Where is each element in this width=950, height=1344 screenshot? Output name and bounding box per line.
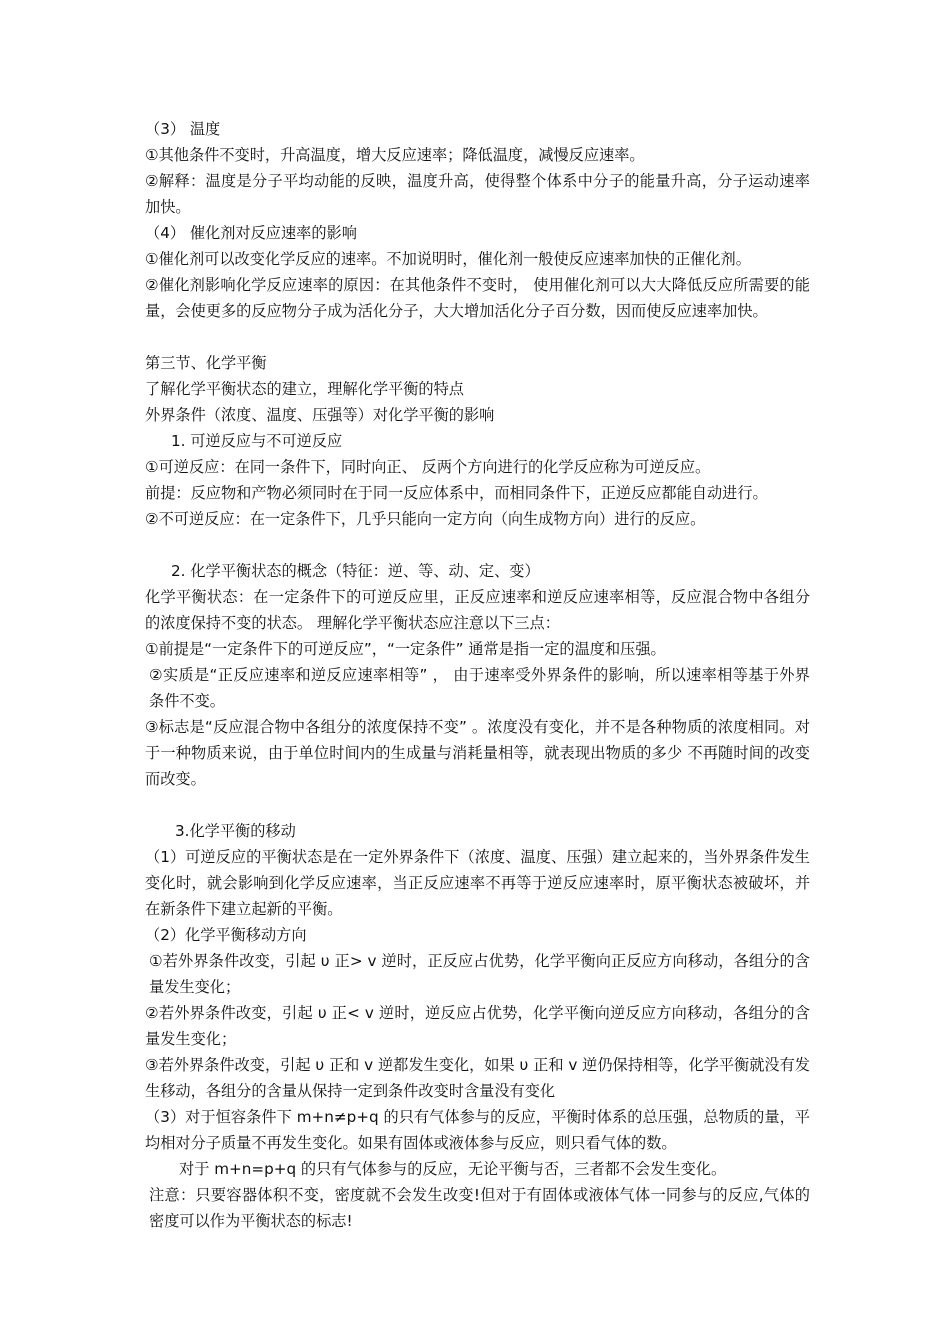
document-body	[145, 116, 810, 1234]
paragraph: 了解化学平衡状态的建立，理解化学平衡的特点	[145, 380, 464, 398]
paragraph: ③标志是“反应混合物中各组分的浓度保持不变” 。浓度没有变化，并不是各种物质的浓度相同。对于一种物质来说，由于单位时间内的生成量与消耗量相等，就表现出物质的多少 不再随时间的改变而改变。	[145, 718, 810, 788]
paragraph: ①催化剂可以改变化学反应的速率。不加说明时，催化剂一般使反应速率加快的正催化剂。	[145, 250, 751, 268]
paragraph: 前提：反应物和产物必须同时在于同一反应体系中，而相同条件下，正逆反应都能自动进行。	[145, 484, 768, 502]
paragraph: ②催化剂影响化学反应速率的原因：在其他条件不变时， 使用催化剂可以大大降低反应所需要的能量，会使更多的反应物分子成为活化分子，大大增加活化分子百分数，因而使反应速率加快。	[145, 276, 810, 320]
paragraph: ②解释：温度是分子平均动能的反映，温度升高，使得整个体系中分子的能量升高，分子运动速率加快。	[145, 172, 810, 216]
paragraph: ①其他条件不变时，升高温度，增大反应速率；降低温度，减慢反应速率。	[145, 146, 645, 164]
paragraph: ①前提是“一定条件下的可逆反应”，“一定条件” 通常是指一定的温度和压强。	[145, 640, 666, 658]
paragraph: 注意：只要容器体积不变，密度就不会发生改变!但对于有固体或液体气体一同参与的反应,气体的密度可以作为平衡状态的标志!	[149, 1186, 810, 1230]
subheading-equilibrium-shift: 3.化学平衡的移动	[175, 822, 296, 840]
paragraph: （1）可逆反应的平衡状态是在一定外界条件下（浓度、温度、压强）建立起来的，当外界条件发生变化时，就会影响到化学反应速率，当正反应速率不再等于逆反应速率时，原平衡状态被破坏，并在新条件下建立起新的平衡。	[145, 848, 810, 918]
heading-catalyst: （4） 催化剂对反应速率的影响	[145, 224, 357, 242]
spacer	[145, 324, 810, 350]
paragraph: 化学平衡状态：在一定条件下的可逆反应里，正反应速率和逆反应速率相等，反应混合物中各组分的浓度保持不变的状态。 理解化学平衡状态应注意以下三点：	[145, 588, 810, 632]
subheading-reversible: 1. 可逆反应与不可逆反应	[171, 432, 343, 450]
paragraph: ①若外界条件改变，引起 υ 正> v 逆时，正反应占优势，化学平衡向正反应方向移动，各组分的含量发生变化；	[149, 952, 810, 996]
paragraph: 外界条件（浓度、温度、压强等）对化学平衡的影响	[145, 406, 495, 424]
spacer	[145, 532, 810, 558]
paragraph: ③若外界条件改变，引起 υ 正和 v 逆都发生变化，如果 υ 正和 v 逆仍保持相等，化学平衡就没有发生移动，各组分的含量从保持一定到条件改变时含量没有变化	[145, 1056, 810, 1100]
paragraph: ②不可逆反应：在一定条件下，几乎只能向一定方向（向生成物方向）进行的反应。	[145, 510, 706, 528]
paragraph: ②若外界条件改变，引起 υ 正< v 逆时，逆反应占优势，化学平衡向逆反应方向移动，各组分的含量发生变化；	[145, 1004, 810, 1048]
paragraph: （3）对于恒容条件下 m+n≠p+q 的只有气体参与的反应，平衡时体系的总压强，总物质的量，平均相对分子质量不再发生变化。如果有固体或液体参与反应，则只看气体的数。	[145, 1108, 810, 1152]
section-title: 第三节、化学平衡	[145, 354, 267, 372]
spacer	[145, 792, 810, 818]
paragraph: （2）化学平衡移动方向	[145, 926, 307, 944]
paragraph: 对于 m+n=p+q 的只有气体参与的反应，无论平衡与否，三者都不会发生变化。	[179, 1160, 727, 1178]
subheading-equilibrium-state: 2. 化学平衡状态的概念（特征：逆、等、动、定、变）	[171, 562, 540, 580]
paragraph: ②实质是“正反应速率和逆反应速率相等” ， 由于速率受外界条件的影响，所以速率相等基于外界条件不变。	[149, 666, 810, 710]
heading-temperature: （3） 温度	[145, 120, 221, 138]
paragraph: ①可逆反应：在同一条件下，同时向正、 反两个方向进行的化学反应称为可逆反应。	[145, 458, 711, 476]
